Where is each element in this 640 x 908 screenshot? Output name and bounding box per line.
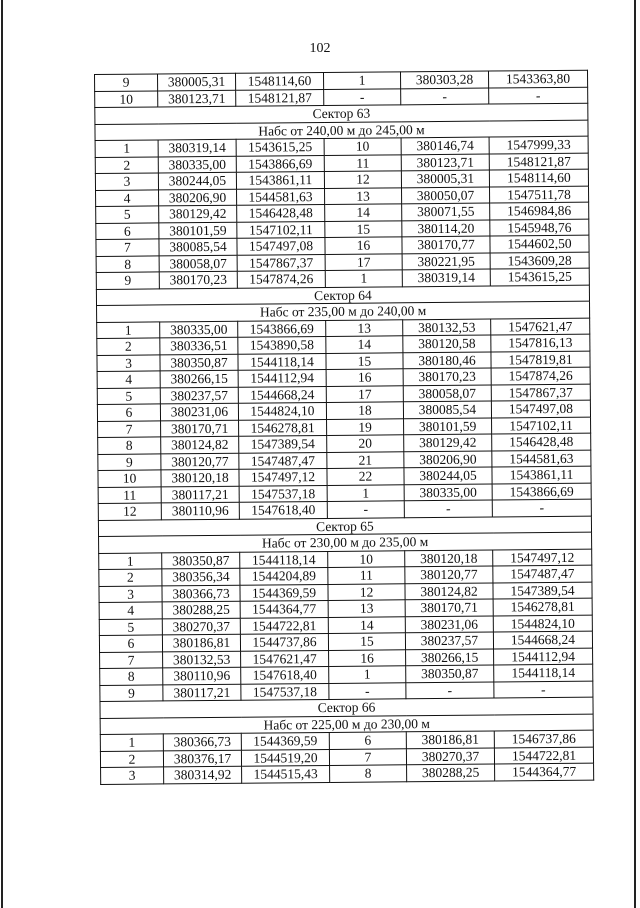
x-coordinate-cell: 380303,28 — [400, 71, 488, 88]
x-coordinate-cell: 380356,34 — [162, 568, 240, 585]
x-coordinate-cell: 380129,42 — [404, 434, 492, 451]
x-coordinate-cell: 380270,37 — [162, 618, 240, 635]
point-number-cell: 2 — [95, 156, 158, 173]
y-coordinate-cell: 1544204,89 — [240, 567, 328, 584]
point-number-cell: 2 — [99, 569, 162, 586]
x-coordinate-cell: 380244,05 — [158, 172, 236, 189]
sector-header-text: Сектор 63 — [95, 103, 588, 124]
x-coordinate-cell: 380314,92 — [164, 766, 242, 783]
point-number-cell: 4 — [99, 602, 162, 619]
y-coordinate-cell: 1547537,18 — [239, 485, 327, 502]
x-coordinate-cell: 380058,07 — [403, 385, 491, 402]
y-coordinate-cell: 1548114,60 — [235, 72, 323, 89]
point-number-cell: 1 — [329, 666, 406, 683]
x-coordinate-cell: 380114,20 — [402, 220, 490, 237]
point-number-cell: 10 — [328, 550, 405, 567]
x-coordinate-cell: 380186,81 — [162, 634, 240, 651]
y-coordinate-cell: 1543363,80 — [488, 70, 587, 87]
y-coordinate-cell: 1547511,78 — [489, 186, 588, 203]
y-coordinate-cell: 1544722,81 — [240, 617, 328, 634]
x-coordinate-cell: - — [401, 88, 489, 105]
x-coordinate-cell: 380336,51 — [160, 337, 238, 354]
point-number-cell: 10 — [324, 138, 401, 155]
point-number-cell: 1 — [97, 321, 160, 338]
point-number-cell: 12 — [98, 503, 161, 520]
y-coordinate-cell: 1547867,37 — [491, 384, 590, 401]
point-number-cell: 10 — [98, 470, 161, 487]
x-coordinate-cell: 380206,90 — [404, 451, 492, 468]
point-number-cell: 22 — [327, 468, 404, 485]
coordinates-table — [94, 70, 594, 785]
sector-header-text: Сектор 65 — [98, 516, 591, 537]
x-coordinate-cell: 380288,25 — [162, 601, 240, 618]
point-number-cell: 1 — [327, 484, 404, 501]
y-coordinate-cell: 1545948,76 — [490, 219, 589, 236]
x-coordinate-cell: 380206,90 — [159, 189, 237, 206]
point-number-cell: 17 — [325, 253, 402, 270]
point-number-cell: 1 — [99, 552, 162, 569]
y-coordinate-cell: 1543861,11 — [236, 171, 324, 188]
x-coordinate-cell: 380005,31 — [158, 73, 236, 90]
point-number-cell: 5 — [99, 618, 162, 635]
x-coordinate-cell: 380170,23 — [403, 368, 491, 385]
point-number-cell: 15 — [325, 220, 402, 237]
point-number-cell: 9 — [100, 684, 163, 701]
point-number-cell: 8 — [98, 437, 161, 454]
y-coordinate-cell: 1547497,08 — [491, 400, 590, 417]
point-number-cell: 5 — [96, 206, 159, 223]
x-coordinate-cell: 380350,87 — [160, 354, 238, 371]
y-coordinate-cell: 1543866,69 — [492, 483, 591, 500]
y-coordinate-cell: 1544668,24 — [493, 631, 592, 648]
point-number-cell: 17 — [326, 385, 403, 402]
point-number-cell: 14 — [328, 616, 405, 633]
x-coordinate-cell: 380180,46 — [403, 352, 491, 369]
y-coordinate-cell: 1544118,14 — [494, 664, 593, 681]
point-number-cell: 9 — [98, 453, 161, 470]
point-number-cell: 7 — [96, 239, 159, 256]
y-coordinate-cell: 1547497,12 — [239, 468, 327, 485]
point-number-cell: 3 — [101, 767, 164, 784]
point-number-cell: 7 — [98, 420, 161, 437]
y-coordinate-cell: 1544581,63 — [237, 188, 325, 205]
x-coordinate-cell: 380231,06 — [405, 616, 493, 633]
x-coordinate-cell: 380366,73 — [163, 733, 241, 750]
point-number-cell: - — [327, 501, 404, 518]
x-coordinate-cell: 380170,71 — [405, 599, 493, 616]
point-number-cell: 3 — [97, 354, 160, 371]
y-coordinate-cell: 1544824,10 — [493, 615, 592, 632]
x-coordinate-cell: 380170,77 — [402, 236, 490, 253]
x-coordinate-cell: 380221,95 — [402, 253, 490, 270]
y-coordinate-cell: 1547537,18 — [241, 683, 329, 700]
x-coordinate-cell: - — [404, 500, 492, 517]
x-coordinate-cell: 380120,58 — [403, 335, 491, 352]
point-number-cell: 1 — [100, 734, 163, 751]
x-coordinate-cell: 380270,37 — [406, 748, 494, 765]
point-number-cell: 3 — [95, 173, 158, 190]
y-coordinate-cell: 1544112,94 — [238, 369, 326, 386]
y-coordinate-cell: 1548114,60 — [489, 169, 588, 186]
x-coordinate-cell: 380120,77 — [405, 566, 493, 583]
y-coordinate-cell: 1548121,87 — [236, 89, 324, 106]
sector-header-text: Набс от 225,00 м до 230,00 м — [100, 714, 593, 735]
x-coordinate-cell: 380124,82 — [405, 583, 493, 600]
x-coordinate-cell: 380319,14 — [158, 139, 236, 156]
x-coordinate-cell: 380120,77 — [161, 453, 239, 470]
x-coordinate-cell: 380335,00 — [160, 321, 238, 338]
point-number-cell: 15 — [326, 352, 403, 369]
scan-edge-right — [634, 0, 636, 908]
x-coordinate-cell: 380335,00 — [158, 156, 236, 173]
x-coordinate-cell: 380376,17 — [163, 750, 241, 767]
x-coordinate-cell: - — [406, 682, 494, 699]
point-number-cell: 13 — [328, 600, 405, 617]
y-coordinate-cell: 1544112,94 — [494, 648, 593, 665]
point-number-cell: 8 — [330, 765, 407, 782]
point-number-cell: 19 — [327, 418, 404, 435]
point-number-cell: 1 — [95, 140, 158, 157]
point-number-cell: 6 — [97, 404, 160, 421]
y-coordinate-cell: - — [492, 499, 591, 516]
x-coordinate-cell: 380146,74 — [401, 137, 489, 154]
x-coordinate-cell: 380058,07 — [159, 255, 237, 272]
point-number-cell: 8 — [100, 668, 163, 685]
y-coordinate-cell: 1548121,87 — [489, 153, 588, 170]
y-coordinate-cell: 1544668,24 — [238, 386, 326, 403]
point-number-cell: - — [324, 88, 401, 105]
y-coordinate-cell: 1547621,47 — [241, 650, 329, 667]
y-coordinate-cell: 1544824,10 — [238, 402, 326, 419]
y-coordinate-cell: 1543866,69 — [236, 155, 324, 172]
point-number-cell: 12 — [324, 171, 401, 188]
point-number-cell: 21 — [327, 451, 404, 468]
point-number-cell: 13 — [326, 319, 403, 336]
sector-header-text: Набс от 230,00 м до 235,00 м — [99, 532, 592, 553]
point-number-cell: 11 — [98, 486, 161, 503]
point-number-cell: - — [329, 682, 406, 699]
x-coordinate-cell: 380266,15 — [160, 370, 238, 387]
x-coordinate-cell: 380120,18 — [161, 469, 239, 486]
point-number-cell: 1 — [323, 72, 400, 89]
point-number-cell: 9 — [96, 272, 159, 289]
x-coordinate-cell: 380132,53 — [163, 651, 241, 668]
x-coordinate-cell: 380237,57 — [160, 387, 238, 404]
y-coordinate-cell: 1547867,37 — [237, 254, 325, 271]
y-coordinate-cell: - — [494, 681, 593, 698]
y-coordinate-cell: 1543866,69 — [238, 320, 326, 337]
y-coordinate-cell: 1544602,50 — [490, 235, 589, 252]
y-coordinate-cell: 1547874,26 — [237, 270, 325, 287]
point-number-cell: 8 — [96, 255, 159, 272]
x-coordinate-cell: 380244,05 — [404, 467, 492, 484]
x-coordinate-cell: 380005,31 — [401, 170, 489, 187]
point-number-cell: 5 — [97, 387, 160, 404]
y-coordinate-cell: 1546428,48 — [492, 433, 591, 450]
y-coordinate-cell: 1544581,63 — [492, 450, 591, 467]
point-number-cell: 20 — [327, 435, 404, 452]
y-coordinate-cell: 1547497,08 — [237, 237, 325, 254]
point-number-cell: 6 — [99, 635, 162, 652]
x-coordinate-cell: 380123,71 — [401, 154, 489, 171]
y-coordinate-cell: 1547999,33 — [489, 136, 588, 153]
y-coordinate-cell: 1547874,26 — [491, 367, 590, 384]
y-coordinate-cell: 1544722,81 — [494, 747, 593, 764]
y-coordinate-cell: - — [489, 87, 588, 104]
x-coordinate-cell: 380101,59 — [404, 418, 492, 435]
x-coordinate-cell: 380129,42 — [159, 205, 237, 222]
x-coordinate-cell: 380071,55 — [402, 203, 490, 220]
point-number-cell: 3 — [99, 585, 162, 602]
x-coordinate-cell: 380101,59 — [159, 222, 237, 239]
point-number-cell: 1 — [325, 270, 402, 287]
point-number-cell: 2 — [100, 750, 163, 767]
y-coordinate-cell: 1543609,28 — [490, 252, 589, 269]
x-coordinate-cell: 380350,87 — [406, 665, 494, 682]
y-coordinate-cell: 1546737,86 — [494, 730, 593, 747]
y-coordinate-cell: 1547102,11 — [237, 221, 325, 238]
y-coordinate-cell: 1546428,48 — [237, 204, 325, 221]
sector-header-text: Сектор 66 — [100, 697, 593, 718]
point-number-cell: 7 — [329, 748, 406, 765]
point-number-cell: 10 — [95, 90, 158, 107]
y-coordinate-cell: 1547389,54 — [239, 435, 327, 452]
y-coordinate-cell: 1544364,77 — [495, 763, 594, 780]
point-number-cell: 13 — [325, 187, 402, 204]
x-coordinate-cell: 380110,96 — [161, 502, 239, 519]
y-coordinate-cell: 1546278,81 — [493, 598, 592, 615]
point-number-cell: 6 — [96, 222, 159, 239]
coordinates-table-body — [95, 70, 594, 784]
scan-edge-left — [1, 0, 3, 908]
x-coordinate-cell: 380266,15 — [406, 649, 494, 666]
page-number: 102 — [309, 41, 331, 56]
point-number-cell: 16 — [326, 369, 403, 386]
point-number-cell: 18 — [326, 402, 403, 419]
x-coordinate-cell: 380085,54 — [159, 238, 237, 255]
point-number-cell: 16 — [329, 649, 406, 666]
table-row — [101, 763, 594, 784]
x-coordinate-cell: 380120,18 — [405, 550, 493, 567]
y-coordinate-cell: 1547487,47 — [239, 452, 327, 469]
point-number-cell: 12 — [328, 583, 405, 600]
point-number-cell: 2 — [97, 338, 160, 355]
y-coordinate-cell: 1547618,40 — [241, 666, 329, 683]
x-coordinate-cell: 380085,54 — [403, 401, 491, 418]
point-number-cell: 11 — [328, 567, 405, 584]
y-coordinate-cell: 1547816,13 — [491, 334, 590, 351]
x-coordinate-cell: 380319,14 — [402, 269, 490, 286]
y-coordinate-cell: 1544118,14 — [240, 551, 328, 568]
x-coordinate-cell: 380186,81 — [406, 731, 494, 748]
y-coordinate-cell: 1547102,11 — [492, 417, 591, 434]
x-coordinate-cell: 380050,07 — [402, 187, 490, 204]
sector-header-text: Сектор 64 — [96, 285, 589, 306]
point-number-cell: 14 — [326, 336, 403, 353]
point-number-cell: 4 — [97, 371, 160, 388]
x-coordinate-cell: 380170,71 — [161, 420, 239, 437]
sector-header-text: Набс от 235,00 м до 240,00 м — [97, 301, 590, 322]
x-coordinate-cell: 380110,96 — [163, 667, 241, 684]
x-coordinate-cell: 380237,57 — [405, 632, 493, 649]
y-coordinate-cell: 1547618,40 — [239, 501, 327, 518]
x-coordinate-cell: 380335,00 — [404, 484, 492, 501]
x-coordinate-cell: 380117,21 — [161, 486, 239, 503]
y-coordinate-cell: 1547497,12 — [493, 549, 592, 566]
x-coordinate-cell: 380123,71 — [158, 90, 236, 107]
y-coordinate-cell: 1544369,59 — [240, 584, 328, 601]
x-coordinate-cell: 380132,53 — [403, 319, 491, 336]
y-coordinate-cell: 1546984,86 — [490, 202, 589, 219]
point-number-cell: 9 — [95, 74, 158, 91]
y-coordinate-cell: 1543861,11 — [492, 466, 591, 483]
y-coordinate-cell: 1544364,77 — [240, 600, 328, 617]
point-number-cell: 6 — [329, 732, 406, 749]
x-coordinate-cell: 380350,87 — [162, 552, 240, 569]
point-number-cell: 4 — [96, 189, 159, 206]
y-coordinate-cell: 1547487,47 — [493, 565, 592, 582]
y-coordinate-cell: 1547819,81 — [491, 351, 590, 368]
y-coordinate-cell: 1543890,58 — [238, 336, 326, 353]
x-coordinate-cell: 380117,21 — [163, 684, 241, 701]
x-coordinate-cell: 380231,06 — [160, 403, 238, 420]
y-coordinate-cell: 1547389,54 — [493, 582, 592, 599]
x-coordinate-cell: 380288,25 — [407, 764, 495, 781]
y-coordinate-cell: 1544515,43 — [242, 765, 330, 782]
point-number-cell: 16 — [325, 237, 402, 254]
y-coordinate-cell: 1543615,25 — [236, 138, 324, 155]
y-coordinate-cell: 1543615,25 — [490, 268, 589, 285]
x-coordinate-cell: 380366,73 — [162, 585, 240, 602]
x-coordinate-cell: 380170,23 — [159, 271, 237, 288]
point-number-cell: 7 — [100, 651, 163, 668]
y-coordinate-cell: 1544369,59 — [241, 732, 329, 749]
point-number-cell: 14 — [325, 204, 402, 221]
y-coordinate-cell: 1544737,86 — [240, 633, 328, 650]
y-coordinate-cell: 1544118,14 — [238, 353, 326, 370]
x-coordinate-cell: 380124,82 — [161, 436, 239, 453]
y-coordinate-cell: 1547621,47 — [491, 318, 590, 335]
point-number-cell: 11 — [324, 154, 401, 171]
y-coordinate-cell: 1546278,81 — [239, 419, 327, 436]
y-coordinate-cell: 1544519,20 — [241, 749, 329, 766]
point-number-cell: 15 — [328, 633, 405, 650]
sector-header-text: Набс от 240,00 м до 245,00 м — [95, 120, 588, 141]
